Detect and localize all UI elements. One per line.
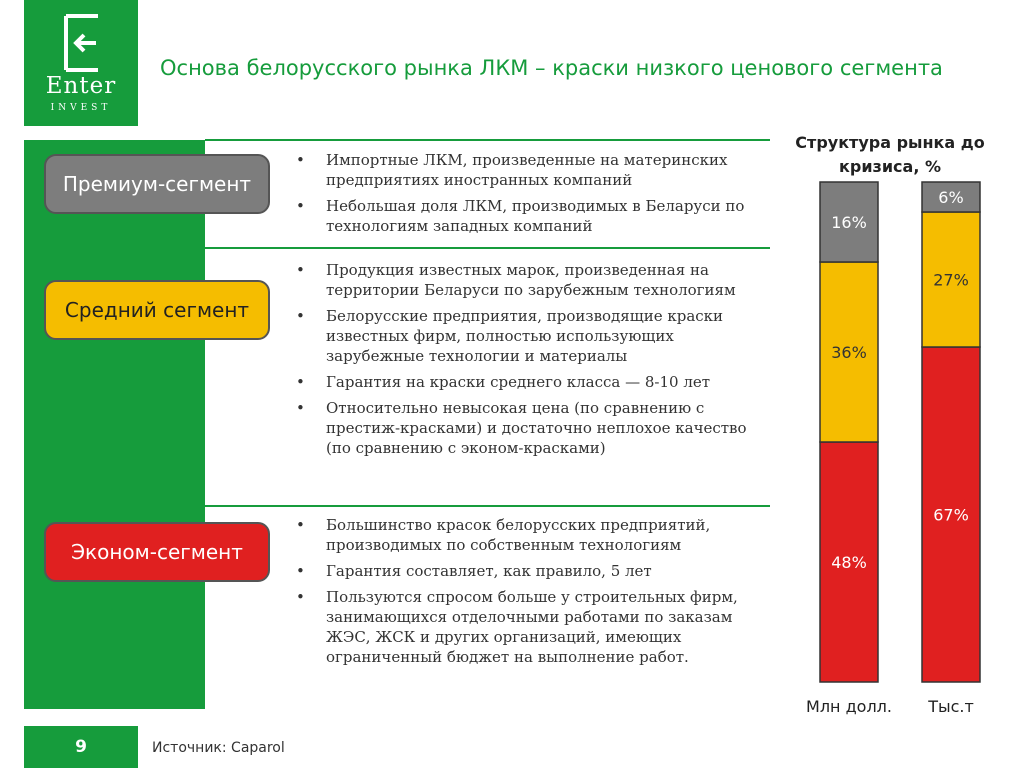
middle-segment-label: Средний сегмент	[44, 280, 270, 340]
category-label-0: Млн долл.	[806, 697, 892, 716]
premium-segment-label: Премиум-сегмент	[44, 154, 270, 214]
logo-name: Enter	[45, 73, 117, 99]
page-number: 9	[24, 726, 138, 768]
bullet-item: • Гарантия составляет, как правило, 5 лет	[296, 562, 652, 580]
bullet-item: • Небольшая доля ЛКМ, производимых в Беларуси по технологиям западных компаний	[296, 197, 745, 235]
bar-value-label-0-0: 48%	[831, 553, 867, 572]
bar-value-label-1-1: 27%	[933, 270, 969, 290]
bullet-dot: •	[296, 307, 305, 325]
bar-value-label-0-1: 36%	[831, 343, 867, 362]
bullet-item: • Продукция известных марок, произведенная на территории Беларуси по зарубежным технологиям	[296, 261, 736, 299]
bullet-dot: •	[296, 562, 305, 580]
bullet-item: • Белорусские предприятия, производящие краски известных фирм, полностью использующих зарубежные технологии и материалы	[296, 307, 724, 365]
bullet-item: • Большинство красок белорусских предприятий, производимых по собственным технологиям	[296, 516, 711, 554]
bullet-dot: •	[296, 197, 305, 215]
bullet-dot: •	[296, 373, 305, 391]
bar-value-label-1-0: 67%	[933, 505, 969, 525]
bullet-item: • Гарантия на краски среднего класса — 8-10 лет	[296, 373, 711, 391]
page-title: Основа белорусского рынка ЛКМ – краски низкого ценового сегмента	[160, 56, 943, 80]
bullet-item: • Относительно невысокая цена (по сравнению с престиж-красками) и достаточно неплохое качество (по сравнению с эконом-красками)	[296, 399, 747, 457]
bullet-dot: •	[296, 261, 305, 279]
logo-subtitle: INVEST	[50, 103, 112, 113]
source-note: Источник: Caparol	[152, 740, 285, 756]
bar-value-label-0-2: 16%	[831, 213, 867, 232]
bullet-item: • Пользуются спросом больше у строительных фирм, занимающихся отделочными работами по заказам ЖЭС, ЖСК и других организаций, имеющих ограниченный бюджет на выполнение работ.	[296, 588, 738, 666]
bullet-item: • Импортные ЛКМ, произведенные на материнских предприятиях иностранных компаний	[296, 151, 728, 189]
econom-segment-label: Эконом-сегмент	[44, 522, 270, 582]
category-label-1: Тыс.т	[928, 697, 974, 716]
bar-value-label-1-2: 6%	[938, 188, 964, 207]
bullet-dot: •	[296, 399, 305, 417]
chart-title: Структура рынка до кризиса, %	[795, 133, 985, 176]
bullet-dot: •	[296, 151, 305, 169]
bullet-dot: •	[296, 588, 305, 606]
bullet-dot: •	[296, 516, 305, 534]
